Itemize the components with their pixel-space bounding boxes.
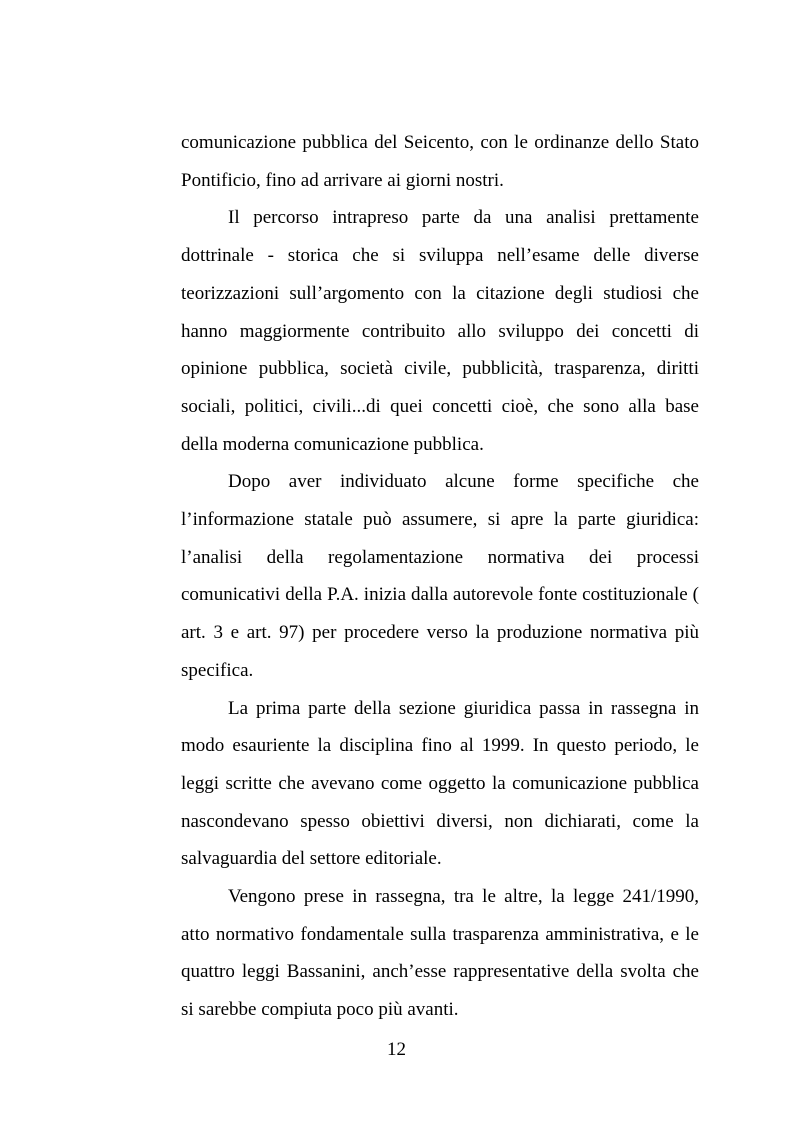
page-number: 12 [387,1039,406,1060]
paragraph: comunicazione pubblica del Seicento, con le ordinanze dello Stato Pontificio, fino ad arrivare ai giorni nostri. [181,132,699,191]
body-text [181,124,699,1029]
paragraph: Vengono prese in rassegna, tra le altre, la legge 241/1990, atto normativo fondamentale sulla trasparenza amministrativa, e le quattro leggi Bassanini, anch’esse rappresentative della svolta che si sarebbe compiuta poco più avanti. [181,886,699,1021]
paragraph: Dopo aver individuato alcune forme specifiche che l’informazione statale può assumere, si apre la parte giuridica: l’analisi della regolamentazione normativa dei processi comunicativi della P.A. inizia dalla autorevole fonte costituzionale ( art. 3 e art. 97) per procedere verso la produzione normativa più specifica. [181,471,699,681]
paragraph: La prima parte della sezione giuridica passa in rassegna in modo esauriente la disciplina fino al 1999. In questo periodo, le leggi scritte che avevano come oggetto la comunicazione pubblica nascondevano spesso obiettivi diversi, non dichiarati, come la salvaguardia del settore editoriale. [181,697,699,870]
paragraph: Il percorso intrapreso parte da una analisi prettamente dottrinale - storica che si sviluppa nell’esame delle diverse teorizzazioni sull’argomento con la citazione degli studiosi che hanno maggiormente contribuito allo sviluppo dei concetti di opinione pubblica, società civile, pubblicità, trasparenza, diritti sociali, politici, civili...di quei concetti cioè, che sono alla base della moderna comunicazione pubblica. [181,207,699,455]
